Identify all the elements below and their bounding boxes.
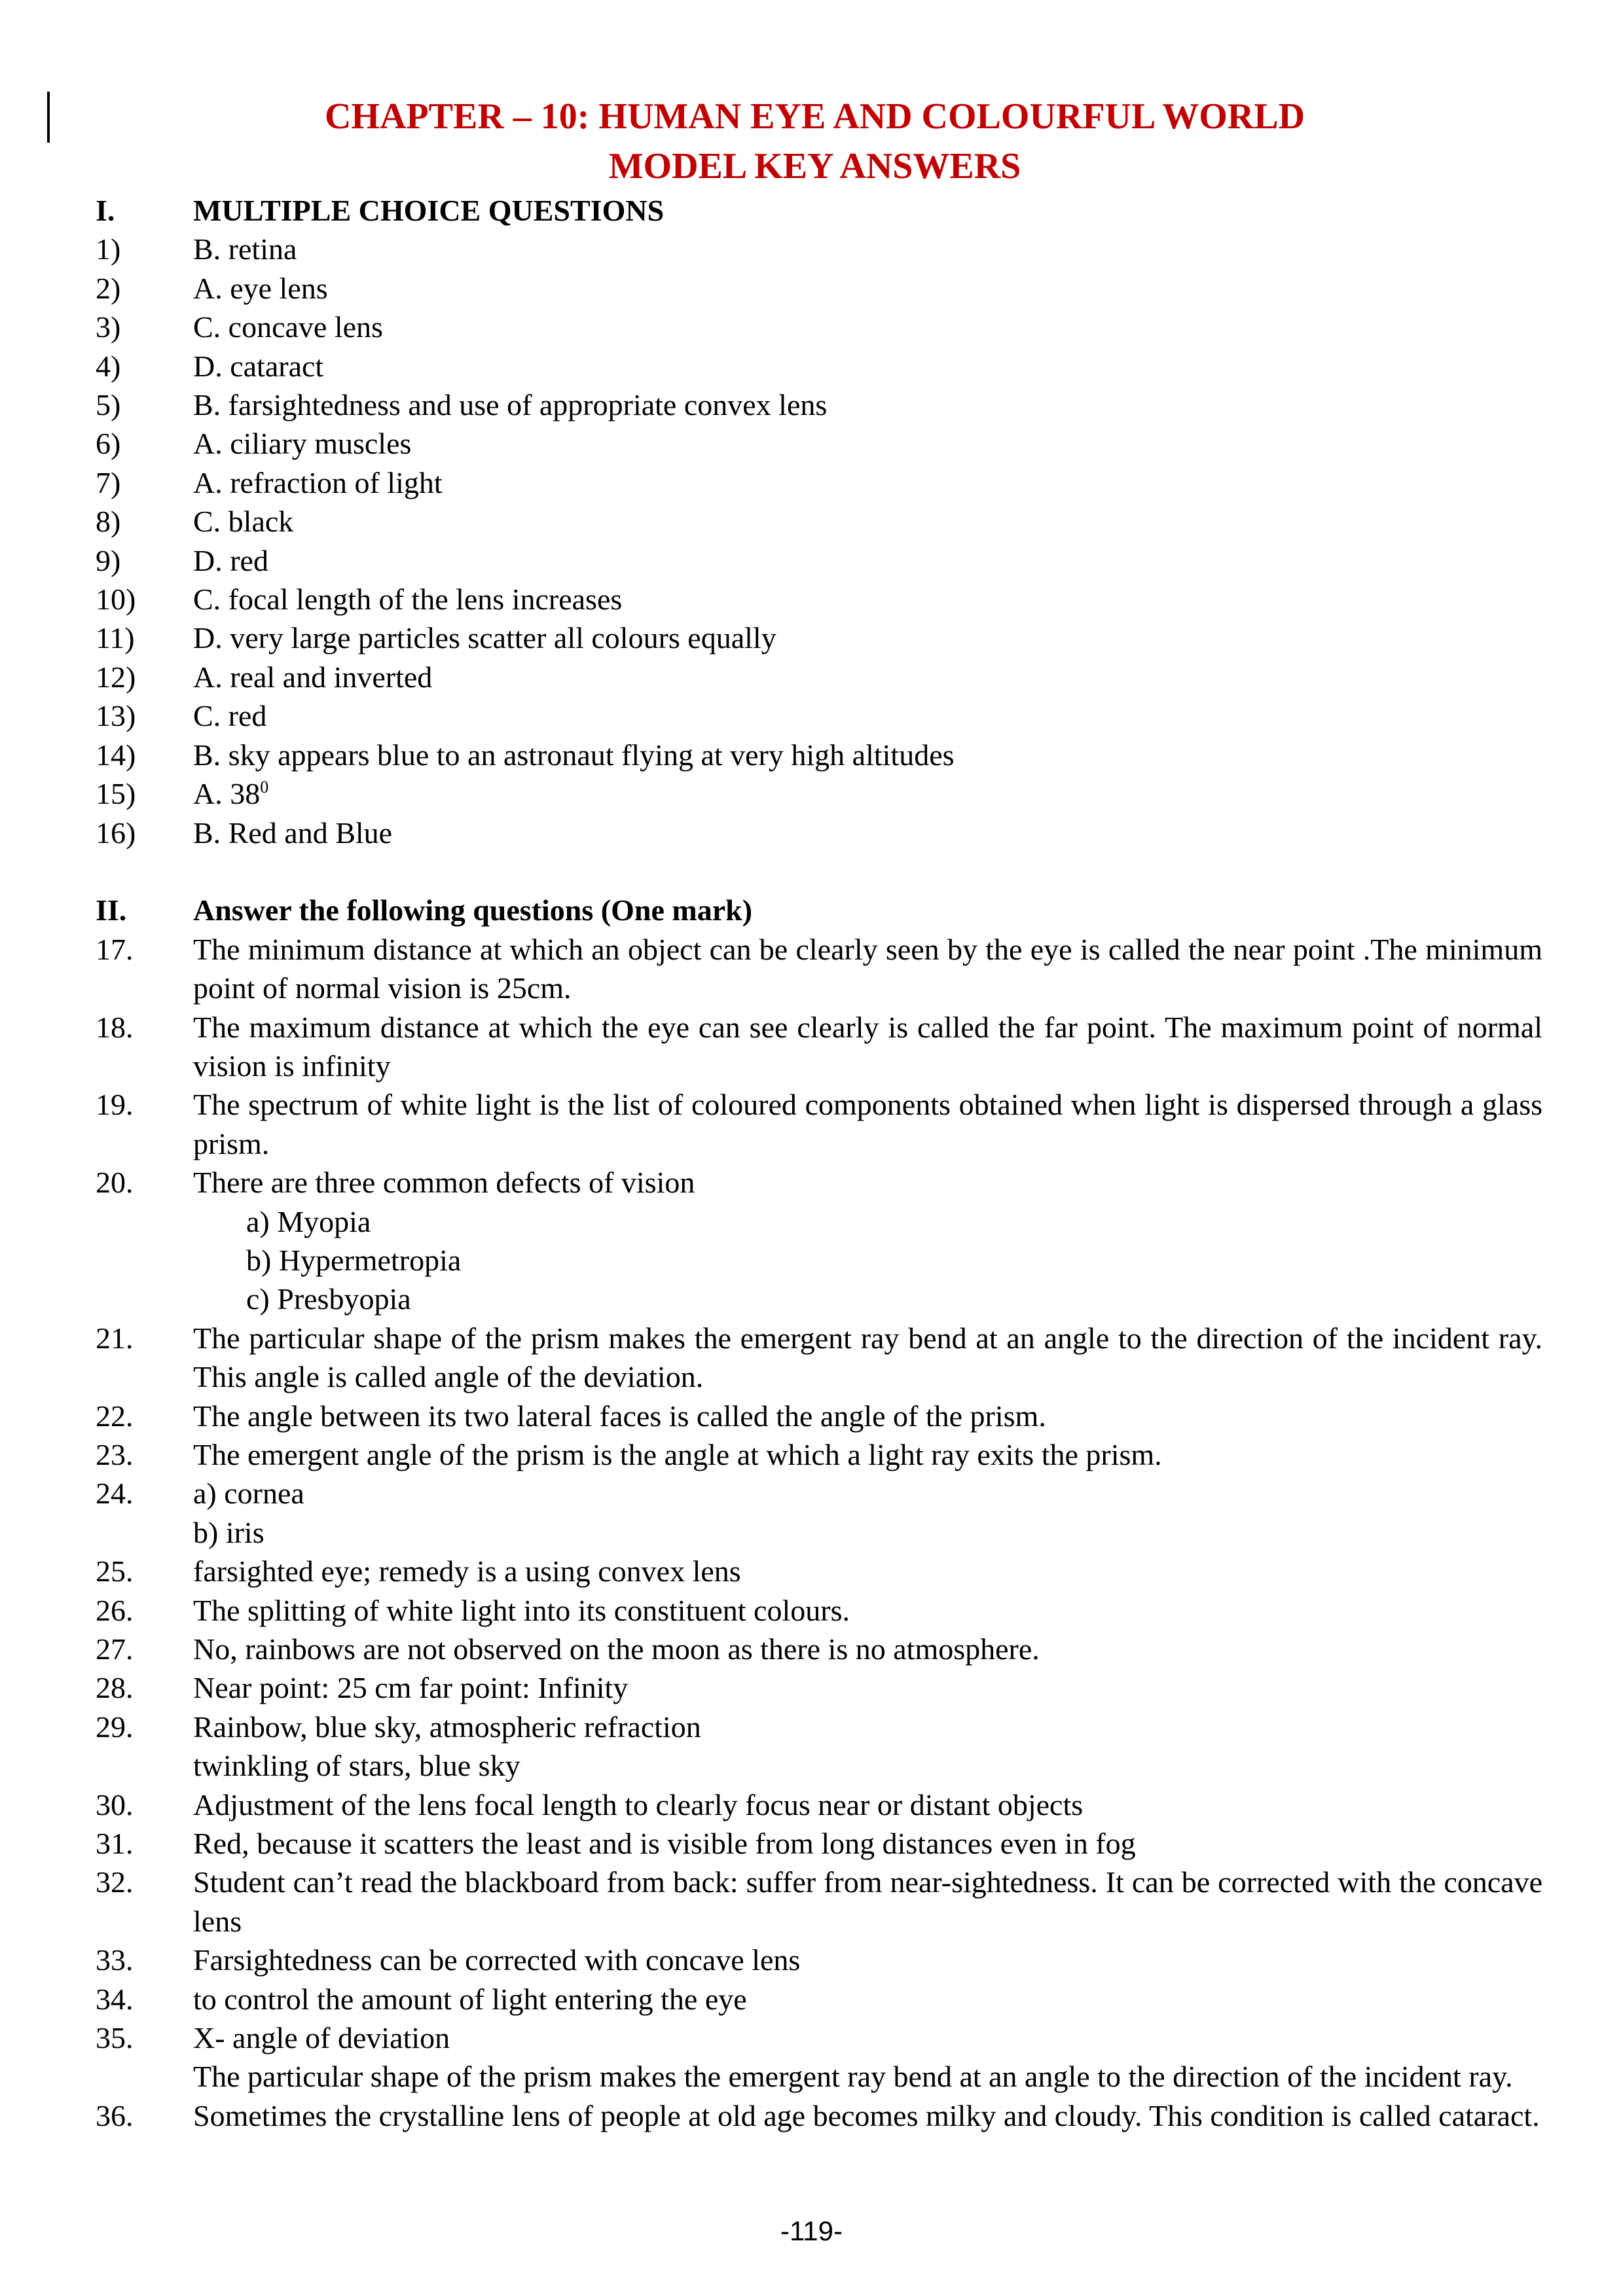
section-title: Answer the following questions (One mark) bbox=[193, 893, 753, 927]
answer-text bbox=[193, 2096, 1542, 2135]
chapter-title: CHAPTER – 10: HUMAN EYE AND COLOURFUL WORLD bbox=[324, 96, 1305, 137]
list-item bbox=[96, 1941, 1542, 1979]
item-number: 4) bbox=[96, 349, 121, 383]
item-number: 30. bbox=[96, 1787, 134, 1821]
answer-text bbox=[193, 1630, 1542, 1668]
item-number: 15) bbox=[96, 777, 136, 811]
mcq-answer-list bbox=[96, 230, 1542, 852]
item-number: 32. bbox=[96, 1865, 134, 1899]
list-item bbox=[96, 1552, 1542, 1590]
answer-text bbox=[193, 1474, 1542, 1552]
answer-paragraph: No, rainbows are not observed on the moon as there is no atmosphere. bbox=[193, 1632, 1040, 1666]
one-mark-answer-list bbox=[96, 930, 1542, 2136]
list-item bbox=[96, 1435, 1542, 1474]
item-number: 12) bbox=[96, 660, 136, 694]
sub-item: b) Hypermetropia bbox=[246, 1243, 462, 1277]
subtitle: MODEL KEY ANSWERS bbox=[608, 146, 1021, 187]
item-number: 5) bbox=[96, 388, 121, 422]
answer-text bbox=[193, 269, 1542, 308]
answer-value: A. ciliary muscles bbox=[193, 427, 412, 461]
item-number: 27. bbox=[96, 1632, 134, 1666]
answer-paragraph: Rainbow, blue sky, atmospheric refraction bbox=[193, 1710, 701, 1744]
item-number: 11) bbox=[96, 621, 135, 655]
list-item bbox=[96, 1008, 1542, 1086]
item-number: 20. bbox=[96, 1166, 134, 1200]
list-item bbox=[96, 619, 1542, 657]
answer-paragraph: Student can’t read the blackboard from back: suffer from near-sightedness. It can be corrected with the concave lens bbox=[193, 1865, 1542, 1938]
list-item bbox=[96, 1980, 1542, 2018]
answer-value: C. focal length of the lens increases bbox=[193, 583, 623, 617]
list-item bbox=[96, 230, 1542, 268]
list-item bbox=[96, 347, 1542, 386]
answer-value: C. red bbox=[193, 699, 267, 733]
answer-value: D. very large particles scatter all colours equally bbox=[193, 621, 776, 655]
item-number: 35. bbox=[96, 2021, 134, 2055]
answer-paragraph: Farsightedness can be corrected with concave lens bbox=[193, 1943, 801, 1977]
answer-text bbox=[193, 1319, 1542, 1397]
answer-text bbox=[193, 1085, 1542, 1163]
answer-text bbox=[193, 2018, 1542, 2096]
item-number: 23. bbox=[96, 1437, 134, 1471]
answer-value: C. black bbox=[193, 505, 294, 539]
answer-text bbox=[193, 1785, 1542, 1824]
answer-text bbox=[193, 1552, 1542, 1590]
list-item bbox=[96, 1163, 1542, 1319]
answer-paragraph: There are three common defects of vision bbox=[193, 1166, 695, 1200]
list-item bbox=[96, 541, 1542, 580]
answer-text bbox=[193, 541, 1542, 580]
answer-text bbox=[193, 424, 1542, 463]
item-number: 10) bbox=[96, 583, 136, 617]
item-number: 18. bbox=[96, 1010, 134, 1044]
item-number: 3) bbox=[96, 310, 121, 344]
answer-text bbox=[193, 1591, 1542, 1630]
answer-text bbox=[193, 502, 1542, 541]
list-item bbox=[96, 696, 1542, 735]
item-number: 33. bbox=[96, 1943, 134, 1977]
item-number: 16) bbox=[96, 816, 136, 850]
item-number: 31. bbox=[96, 1827, 134, 1861]
answer-text bbox=[193, 736, 1542, 774]
answer-value: B. sky appears blue to an astronaut flying at very high altitudes bbox=[193, 738, 955, 772]
spacer bbox=[96, 852, 1542, 891]
answer-paragraph: b) iris bbox=[193, 1515, 264, 1549]
item-number: 13) bbox=[96, 699, 136, 733]
answer-text bbox=[193, 696, 1542, 735]
answer-paragraph: to control the amount of light entering the eye bbox=[193, 1982, 747, 2016]
item-number: 29. bbox=[96, 1710, 134, 1744]
list-item bbox=[96, 308, 1542, 346]
answer-text bbox=[193, 1435, 1542, 1474]
answer-value: A. real and inverted bbox=[193, 660, 433, 694]
item-number: 2) bbox=[96, 271, 121, 305]
answer-value: A. refraction of light bbox=[193, 465, 443, 499]
list-item bbox=[96, 1591, 1542, 1630]
answer-value: A. eye lens bbox=[193, 271, 328, 305]
list-item bbox=[96, 463, 1542, 502]
section-heading-one-mark bbox=[96, 891, 1542, 929]
item-number: 28. bbox=[96, 1671, 134, 1705]
answer-text bbox=[193, 1824, 1542, 1863]
list-item bbox=[96, 658, 1542, 696]
answer-text bbox=[193, 1668, 1542, 1707]
answer-text bbox=[193, 463, 1542, 502]
list-item bbox=[96, 930, 1542, 1008]
item-number: 6) bbox=[96, 427, 121, 461]
section-title: MULTIPLE CHOICE QUESTIONS bbox=[193, 194, 665, 227]
item-number: 1) bbox=[96, 232, 121, 266]
answer-text bbox=[193, 1397, 1542, 1435]
section-heading-mcq bbox=[96, 191, 1542, 230]
list-item bbox=[96, 1319, 1542, 1397]
answer-paragraph: The minimum distance at which an object can be clearly seen by the eye is called the near point .The minimum point of normal vision is 25cm. bbox=[193, 932, 1542, 1005]
answer-paragraph: The spectrum of white light is the list of coloured components obtained when light is dispersed through a glass prism. bbox=[193, 1088, 1542, 1160]
answer-paragraph: Red, because it scatters the least and is visible from long distances even in fog bbox=[193, 1827, 1136, 1861]
list-item bbox=[96, 1630, 1542, 1668]
list-item bbox=[96, 580, 1542, 619]
item-number: 36. bbox=[96, 2098, 134, 2132]
item-number: 24. bbox=[96, 1477, 134, 1511]
document-body bbox=[96, 191, 1542, 2135]
item-number: 22. bbox=[96, 1399, 134, 1433]
answer-text bbox=[193, 1163, 1542, 1319]
list-item bbox=[96, 2018, 1542, 2096]
answer-value: D. red bbox=[193, 543, 268, 577]
answer-text bbox=[193, 658, 1542, 696]
list-item bbox=[96, 424, 1542, 463]
answer-value: D. cataract bbox=[193, 349, 324, 383]
answer-text bbox=[193, 930, 1542, 1008]
answer-text bbox=[193, 1941, 1542, 1979]
answer-text bbox=[193, 1863, 1542, 1941]
answer-value: C. concave lens bbox=[193, 310, 383, 344]
answer-text bbox=[193, 1008, 1542, 1086]
item-number: 19. bbox=[96, 1088, 134, 1122]
item-number: 7) bbox=[96, 465, 121, 499]
list-item bbox=[96, 1863, 1542, 1941]
sub-item: a) Myopia bbox=[246, 1204, 371, 1238]
list-item bbox=[96, 269, 1542, 308]
answer-text bbox=[193, 1980, 1542, 2018]
item-number: 21. bbox=[96, 1321, 134, 1355]
list-item bbox=[96, 1397, 1542, 1435]
answer-text bbox=[193, 308, 1542, 346]
answer-paragraph: X- angle of deviation bbox=[193, 2021, 450, 2055]
document-title bbox=[0, 92, 1623, 191]
item-number: 17. bbox=[96, 932, 134, 966]
answer-value: B. Red and Blue bbox=[193, 816, 393, 850]
sub-item: c) Presbyopia bbox=[246, 1282, 411, 1316]
item-number: 34. bbox=[96, 1982, 134, 2016]
answer-paragraph: farsighted eye; remedy is a using convex lens bbox=[193, 1554, 741, 1588]
item-number: 14) bbox=[96, 738, 136, 772]
answer-value: B. retina bbox=[193, 232, 297, 266]
answer-paragraph: Adjustment of the lens focal length to clearly focus near or distant objects bbox=[193, 1787, 1084, 1821]
answer-paragraph: The particular shape of the prism makes the emergent ray bend at an angle to the direction of the incident ray. This angle is called angle of the deviation. bbox=[193, 1321, 1542, 1394]
list-item bbox=[96, 1474, 1542, 1552]
answer-text bbox=[193, 386, 1542, 424]
answer-text bbox=[193, 347, 1542, 386]
answer-paragraph: The maximum distance at which the eye can see clearly is called the far point. The maximum point of normal vision is infinity bbox=[193, 1010, 1542, 1083]
list-item bbox=[96, 1824, 1542, 1863]
item-number: 25. bbox=[96, 1554, 134, 1588]
list-item bbox=[96, 1785, 1542, 1824]
item-number: 26. bbox=[96, 1593, 134, 1627]
list-item bbox=[96, 1085, 1542, 1163]
page-number: -119- bbox=[780, 2215, 843, 2246]
list-item bbox=[96, 736, 1542, 774]
item-number: 8) bbox=[96, 505, 121, 539]
answer-paragraph: The angle between its two lateral faces is called the angle of the prism. bbox=[193, 1399, 1046, 1433]
answer-paragraph: twinkling of stars, blue sky bbox=[193, 1749, 520, 1783]
answer-value: B. farsightedness and use of appropriate convex lens bbox=[193, 388, 828, 422]
answer-paragraph: Near point: 25 cm far point: Infinity bbox=[193, 1671, 629, 1705]
answer-paragraph: The splitting of white light into its constituent colours. bbox=[193, 1593, 850, 1627]
answer-text bbox=[193, 619, 1542, 657]
list-item bbox=[96, 502, 1542, 541]
list-item bbox=[96, 386, 1542, 424]
answer-text bbox=[193, 1708, 1542, 1785]
list-item bbox=[96, 2096, 1542, 2135]
answer-text bbox=[193, 774, 1542, 813]
item-number: 9) bbox=[96, 543, 121, 577]
answer-paragraph: The emergent angle of the prism is the angle at which a light ray exits the prism. bbox=[193, 1437, 1162, 1471]
answer-text bbox=[193, 580, 1542, 619]
answer-paragraph: Sometimes the crystalline lens of people at old age becomes milky and cloudy. This condition is called cataract. bbox=[193, 2098, 1540, 2132]
section-number: I. bbox=[96, 194, 115, 227]
section-number: II. bbox=[96, 893, 127, 927]
list-item bbox=[96, 774, 1542, 813]
answer-value: A. 38 bbox=[193, 777, 261, 811]
list-item bbox=[96, 1708, 1542, 1785]
answer-text bbox=[193, 814, 1542, 852]
list-item bbox=[96, 1668, 1542, 1707]
answer-text bbox=[193, 230, 1542, 268]
list-item bbox=[96, 814, 1542, 852]
degree-superscript: 0 bbox=[260, 778, 269, 797]
answer-paragraph: The particular shape of the prism makes the emergent ray bend at an angle to the direction of the incident ray. bbox=[193, 2060, 1513, 2094]
answer-paragraph: a) cornea bbox=[193, 1477, 304, 1511]
